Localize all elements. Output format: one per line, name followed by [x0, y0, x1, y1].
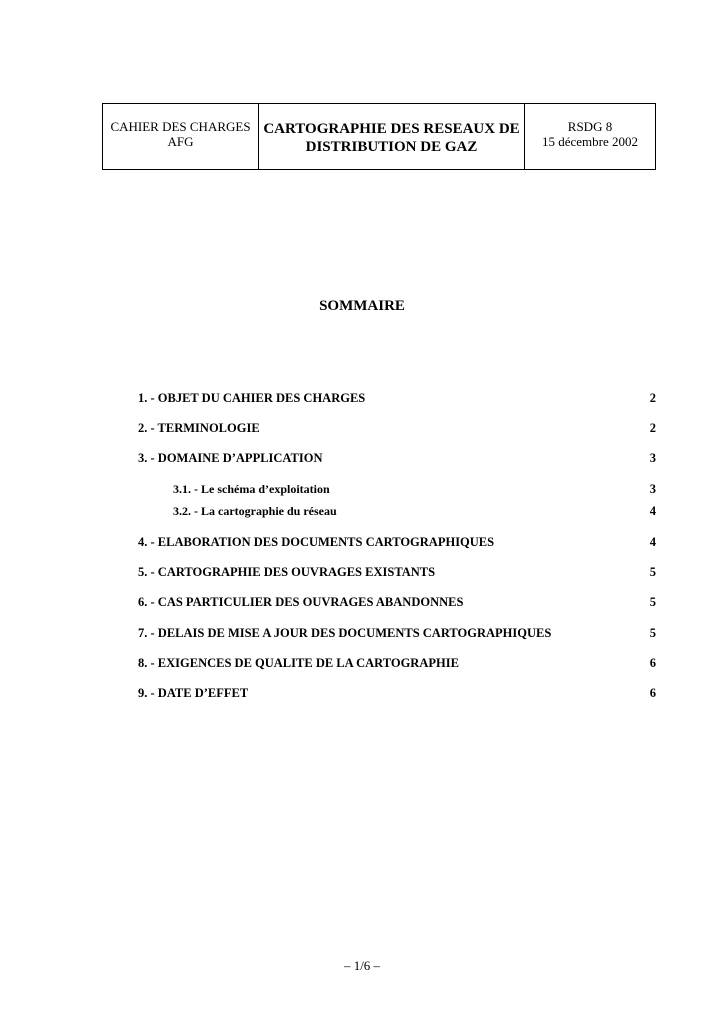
header-right-cell: [525, 104, 655, 169]
header-date: 15 décembre 2002: [541, 134, 639, 149]
toc-entry-6[interactable]: [138, 594, 656, 610]
toc-entry-page: 3: [649, 482, 656, 496]
header-title-line1: CARTOGRAPHIE DES RESEAUX DE: [263, 121, 520, 137]
toc-entry-label: 4. - ELABORATION DES DOCUMENTS CARTOGRAPHIQUES: [138, 535, 495, 549]
header-doc-type: CAHIER DES CHARGES: [110, 119, 251, 134]
toc-entry-label: 5. - CARTOGRAPHIE DES OUVRAGES EXISTANTS: [138, 565, 436, 579]
toc-entry-label: 1. - OBJET DU CAHIER DES CHARGES: [138, 391, 366, 405]
toc-entry-3[interactable]: [138, 450, 656, 466]
toc-entry-page: 4: [649, 535, 656, 549]
toc-entry-2[interactable]: [138, 420, 656, 436]
toc-entry-page: 6: [649, 686, 656, 700]
toc-entry-page: 5: [649, 626, 656, 640]
toc-entry-9[interactable]: [138, 685, 656, 701]
page-number-footer: – 1/6 –: [343, 958, 381, 973]
toc-entry-4[interactable]: [138, 534, 656, 550]
header-reference: RSDG 8: [567, 119, 613, 134]
header-title-line2: DISTRIBUTION DE GAZ: [305, 139, 478, 155]
toc-entry-page: 3: [649, 451, 656, 465]
toc-entry-3-1[interactable]: [138, 481, 656, 497]
toc-entry-page: 2: [649, 391, 656, 405]
toc-entry-label: 3. - DOMAINE D’APPLICATION: [138, 451, 323, 465]
toc-entry-page: 5: [649, 565, 656, 579]
toc-entry-label: 9. - DATE D’EFFET: [138, 686, 249, 700]
toc-entry-label: 2. - TERMINOLOGIE: [138, 421, 260, 435]
toc-entry-page: 6: [649, 656, 656, 670]
document-header-table: [102, 103, 656, 170]
toc-entry-page: 5: [649, 595, 656, 609]
toc-entry-page: 4: [649, 504, 656, 518]
toc-entry-3-2[interactable]: [138, 503, 656, 519]
toc-entry-label: 6. - CAS PARTICULIER DES OUVRAGES ABANDONNES: [138, 595, 464, 609]
page-title: SOMMAIRE: [319, 298, 405, 314]
toc-entry-7[interactable]: [138, 625, 656, 641]
toc-entry-label: 3.2. - La cartographie du réseau: [173, 504, 337, 518]
toc-entry-label: 7. - DELAIS DE MISE A JOUR DES DOCUMENTS CARTOGRAPHIQUES: [138, 626, 552, 640]
toc-entry-1[interactable]: [138, 390, 656, 406]
header-left-cell: [103, 104, 259, 169]
toc-entry-label: 3.1. - Le schéma d’exploitation: [173, 482, 330, 496]
header-organization: AFG: [167, 134, 194, 149]
toc-entry-page: 2: [649, 421, 656, 435]
toc-entry-label: 8. - EXIGENCES DE QUALITE DE LA CARTOGRAPHIE: [138, 656, 459, 670]
toc-entry-5[interactable]: [138, 564, 656, 580]
header-middle-cell: [259, 104, 525, 169]
toc-entry-8[interactable]: [138, 655, 656, 671]
